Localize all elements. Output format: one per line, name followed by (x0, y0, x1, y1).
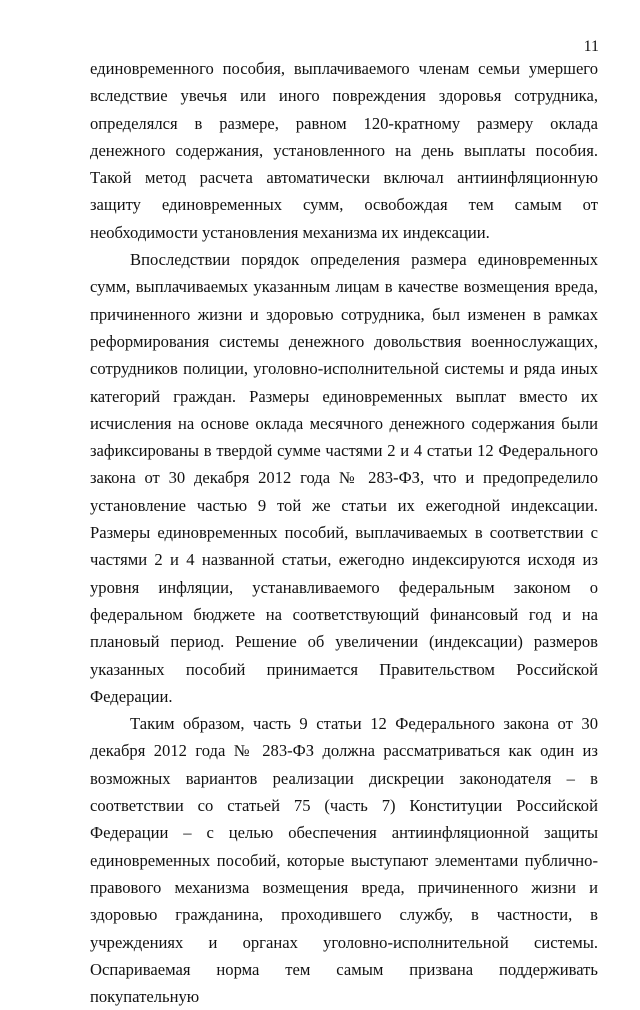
paragraph-1: единовременного пособия, выплачиваемого членам семьи умершего вследствие увечья или иного повреждения здоровья сотрудника, определялся в размере, равном 120-кратному размеру оклада денежного содержания, установленного на день выплаты пособия. Такой метод расчета автоматически включал антиинфляционную защиту единовременных сумм, освобождая тем самым от необходимости установления механизма их индексации. (90, 59, 598, 242)
document-body (90, 55, 598, 1010)
paragraph-2: Впоследствии порядок определения размера единовременных сумм, выплачиваемых указанным лицам в качестве возмещения вреда, причиненного жизни и здоровью сотрудника, был изменен в рамках реформирования системы денежного довольствия военнослужащих, сотрудников полиции, уголовно-исполнительной системы и ряда иных категорий граждан. Размеры единовременных выплат вместо их исчисления на основе оклада месячного денежного содержания были зафиксированы в твердой сумме частями 2 и 4 статьи 12 Федерального закона от 30 декабря 2012 года № 283-ФЗ, что и предопределило установление частью 9 той же статьи их ежегодной индексации. Размеры единовременных пособий, выплачиваемых в соответствии с частями 2 и 4 названной статьи, ежегодно индексируются исходя из уровня инфляции, устанавливаемого федеральным законом о федеральном бюджете на соответствующий финансовый год и на плановый период. Решение об увеличении (индексации) размеров указанных пособий принимается Правительством Российской Федерации. (90, 250, 598, 706)
paragraph-3: Таким образом, часть 9 статьи 12 Федерального закона от 30 декабря 2012 года № 283-ФЗ должна рассматриваться как один из возможных вариантов реализации дискреции законодателя – в соответствии со статьей 75 (часть 7) Конституции Российской Федерации – с целью обеспечения антиинфляционной защиты единовременных пособий, которые выступают элементами публично-правового механизма возмещения вреда, причиненного жизни и здоровью гражданина, проходившего службу, в частности, в учреждениях и органах уголовно-исполнительной системы. Оспариваемая норма тем самым призвана поддерживать покупательную (90, 714, 598, 1007)
page-number: 11 (583, 38, 599, 55)
